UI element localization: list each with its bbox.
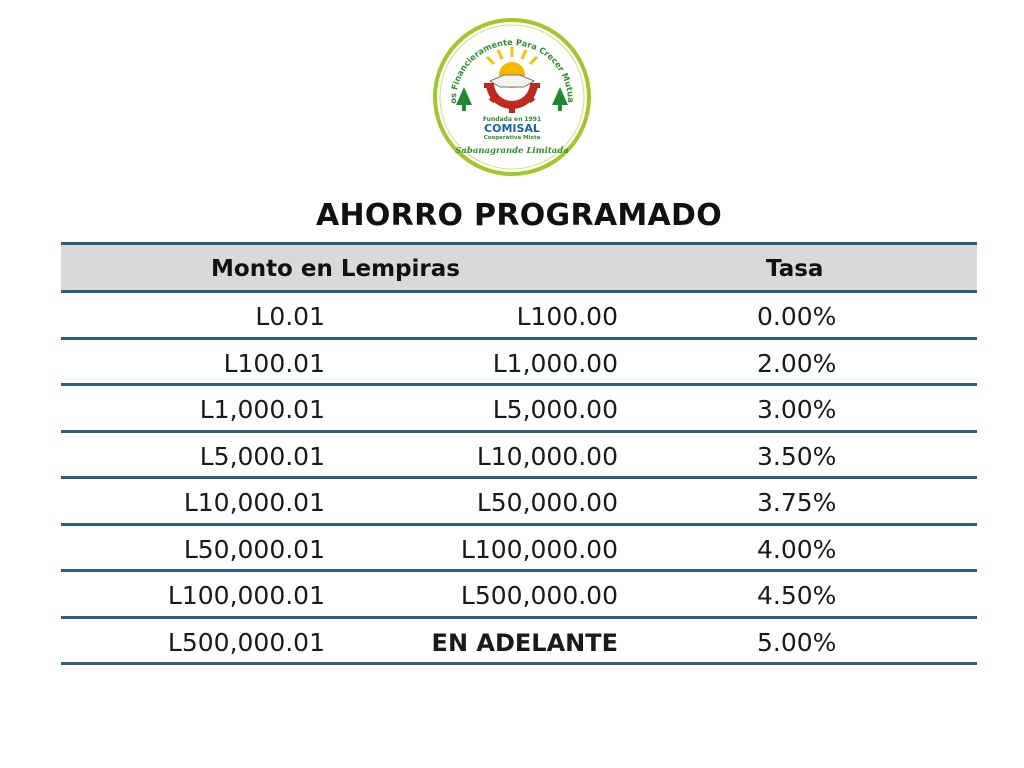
amount-from: L100,000.01 xyxy=(167,581,325,610)
table-row xyxy=(61,386,977,433)
table-row xyxy=(61,340,977,387)
amount-to: L100.00 xyxy=(516,302,618,331)
logo-top-text: os Financieramente Para Crecer Mutua xyxy=(447,36,577,104)
table-row xyxy=(61,572,977,619)
amount-to: L5,000.00 xyxy=(492,395,618,424)
amount-to: L500,000.00 xyxy=(460,581,618,610)
amount-from: L5,000.01 xyxy=(199,441,325,471)
logo-graphic xyxy=(432,17,592,177)
header-rate: Tasa xyxy=(766,256,824,282)
header-amount: Monto en Lempiras xyxy=(211,256,460,282)
table-header xyxy=(61,242,977,293)
page-title: AHORRO PROGRAMADO xyxy=(315,198,723,233)
rate-value: 3.75% xyxy=(757,488,837,517)
amount-from: L500,000.01 xyxy=(167,627,325,657)
rate-value: 0.00% xyxy=(757,302,837,331)
amount-to: L1,000.00 xyxy=(492,348,618,378)
rate-value: 5.00% xyxy=(757,627,837,657)
rate-value: 4.50% xyxy=(757,581,837,610)
rate-value: 4.00% xyxy=(757,534,837,564)
amount-from: L50,000.01 xyxy=(183,534,325,564)
rate-value: 2.00% xyxy=(757,348,837,378)
savings-rate-table xyxy=(61,242,977,665)
logo-name: COMISAL xyxy=(484,122,540,135)
rate-value: 3.50% xyxy=(757,441,837,471)
logo-bottom-text: Sabanagrande Limitada xyxy=(455,146,569,156)
table-row xyxy=(61,479,977,526)
amount-to: L10,000.00 xyxy=(476,441,618,471)
amount-to: L100,000.00 xyxy=(460,534,618,564)
amount-from: L10,000.01 xyxy=(183,488,325,517)
amount-from: L0.01 xyxy=(255,302,325,331)
logo-subtitle: Cooperativa Mixta xyxy=(483,135,541,141)
table-row xyxy=(61,526,977,573)
amount-from: L100.01 xyxy=(223,348,325,378)
rate-value: 3.00% xyxy=(757,395,837,424)
amount-to: EN ADELANTE xyxy=(431,628,618,657)
table-row xyxy=(61,293,977,340)
table-row xyxy=(61,619,977,666)
amount-to: L50,000.00 xyxy=(476,488,618,517)
table-row xyxy=(61,433,977,480)
logo-founded: Fundada en 1991 xyxy=(482,116,542,123)
amount-from: L1,000.01 xyxy=(199,395,325,424)
comisal-logo xyxy=(432,17,592,177)
